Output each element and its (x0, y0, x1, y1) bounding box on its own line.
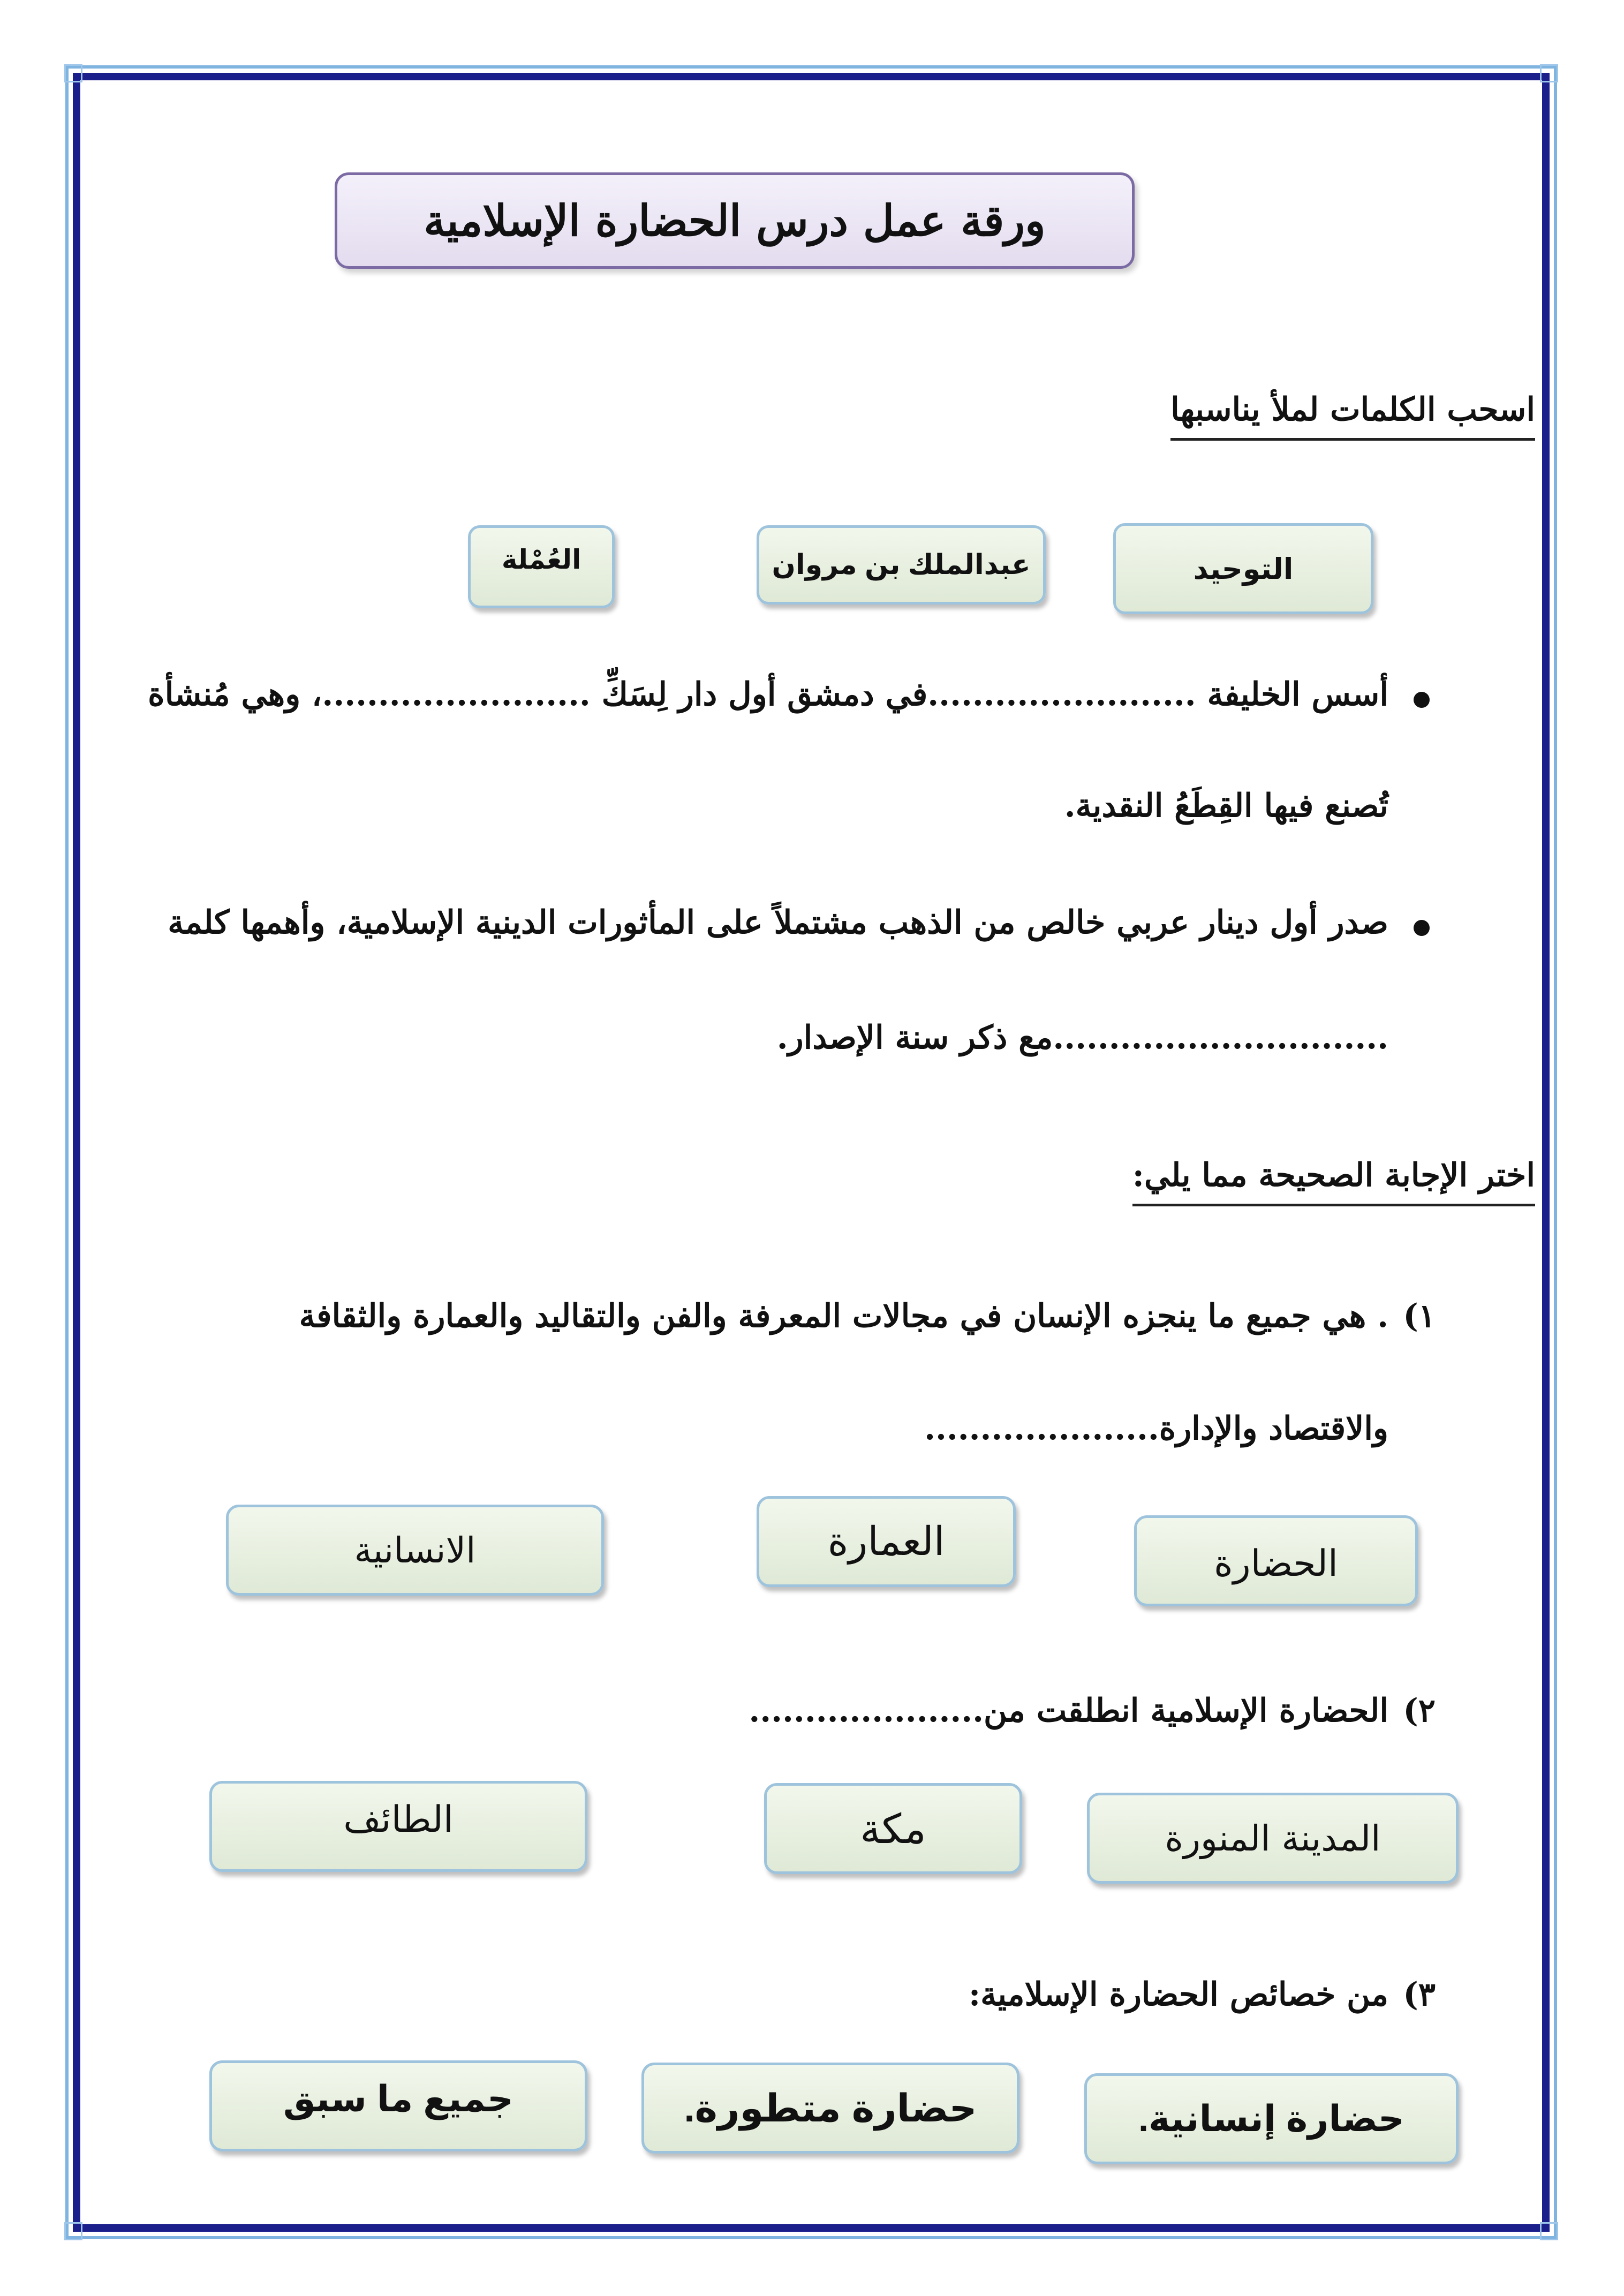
option-label: الحضارة (1214, 1542, 1338, 1585)
option-label: جميع ما سبق (283, 2079, 514, 2119)
q3-option-advanced[interactable] (641, 2063, 1019, 2154)
q3-option-all[interactable] (209, 2060, 587, 2151)
word-card-label: التوحيد (1193, 553, 1294, 585)
border-corner-ornament (64, 2222, 82, 2240)
option-label: حضارة متطورة. (684, 2087, 977, 2130)
question-3-text: من خصائص الحضارة الإسلامية: (968, 1976, 1388, 2013)
q2-option-makkah[interactable] (764, 1783, 1022, 1874)
q2-option-madinah[interactable] (1087, 1793, 1459, 1884)
q1-option-humanity[interactable] (226, 1505, 604, 1596)
word-card-tawhid[interactable] (1113, 523, 1373, 614)
question-2-text: الحضارة الإسلامية انطلقت من..................... (749, 1692, 1388, 1729)
mcq-section-heading: اختر الإجابة الصحيحة مما يلي: (1132, 1157, 1535, 1206)
fill-item-1-line2: تُصنع فيها القِطَعُ النقدية. (1064, 787, 1388, 825)
option-label: العمارة (827, 1519, 945, 1565)
question-1-text-line1: . هي جميع ما ينجزه الإنسان في مجالات المعرفة والفن والتقاليد والعمارة والثقافة (299, 1297, 1388, 1335)
word-card-label: العُمْلة (501, 545, 581, 575)
bullet-icon (1414, 920, 1430, 936)
page-title: ورقة عمل درس الحضارة الإسلامية (424, 195, 1046, 246)
fill-item-1-line1: أسس الخليفة ........................في دمشق أول دار لِسَكِّ ........................، وهي مُنشأة (148, 676, 1388, 713)
option-label: المدينة المنورة (1165, 1817, 1381, 1859)
word-card-abdulmalik[interactable] (757, 525, 1046, 605)
option-label: الطائف (343, 1799, 454, 1841)
question-1-text-line2: والاقتصاد والإدارة..................... (924, 1410, 1388, 1447)
word-card-label: عبدالملك بن مروان (772, 549, 1031, 580)
border-corner-ornament (1540, 64, 1558, 82)
option-label: حضارة إنسانية. (1138, 2098, 1404, 2139)
word-card-currency[interactable] (468, 525, 615, 608)
q3-option-humane[interactable] (1084, 2073, 1459, 2164)
title-box (335, 172, 1135, 269)
q1-option-architecture[interactable] (757, 1496, 1016, 1587)
fill-item-2-line2: ..............................مع ذكر سنة الإصدار. (776, 1019, 1388, 1056)
option-label: الانسانية (354, 1529, 476, 1571)
q1-option-civilization[interactable] (1134, 1515, 1418, 1606)
question-2-number: ٢) (1403, 1692, 1436, 1729)
drag-section-heading: اسحب الكلمات لملأ يناسبها (1170, 391, 1535, 441)
border-corner-ornament (64, 64, 82, 82)
border-corner-ornament (1540, 2222, 1558, 2240)
fill-item-2-line1: صدر أول دينار عربي خالص من الذهب مشتملاً على المأثورات الدينية الإسلامية، وأهمها كلمة (168, 904, 1388, 941)
question-1-number: ١) (1403, 1297, 1436, 1335)
question-3-number: ٣) (1403, 1976, 1436, 2013)
q2-option-taif[interactable] (209, 1781, 587, 1872)
bullet-icon (1414, 692, 1430, 708)
option-label: مكة (860, 1804, 926, 1853)
